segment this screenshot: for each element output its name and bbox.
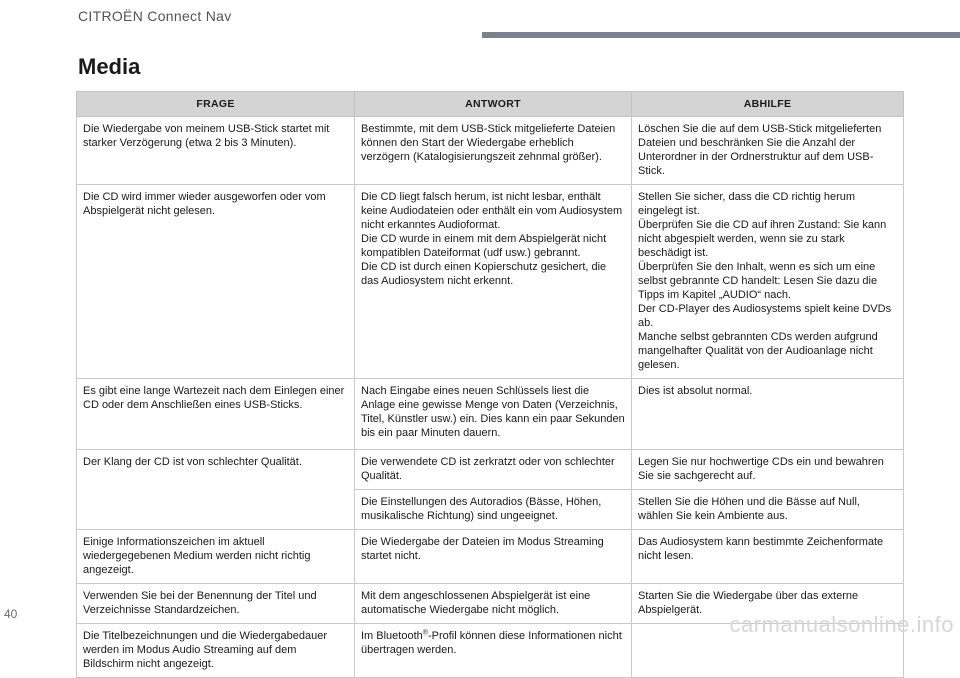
question-cell: Verwenden Sie bei der Benennung der Titel und Verzeichnisse Standardzeichen. (77, 584, 355, 624)
remedy-cell: Das Audiosystem kann bestimmte Zeichenformate nicht lesen. (632, 530, 904, 584)
remedy-cell: Legen Sie nur hochwertige CDs ein und bewahren Sie sie sachgerecht auf. (632, 450, 904, 490)
answer-cell: Die Wiedergabe der Dateien im Modus Streaming startet nicht. (355, 530, 632, 584)
column-header-remedy: ABHILFE (632, 92, 904, 117)
answer-text: Im Bluetooth (361, 630, 423, 642)
answer-cell: Bestimmte, mit dem USB-Stick mitgelieferte Dateien können den Start der Wiedergabe erheblich verzögern (Katalogisierungszeit zehnmal größer). (355, 117, 632, 185)
registered-mark: ® (422, 629, 428, 637)
table-row (77, 450, 904, 490)
table-row (77, 117, 904, 185)
watermark: carmanualsonline.info (729, 612, 954, 637)
answer-cell: Nach Eingabe eines neuen Schlüssels liest die Anlage eine gewisse Menge von Daten (Verzeichnis, Titel, Künstler usw.) ein. Dies kann ein paar Sekunden bis ein paar Minuten dauern. (355, 379, 632, 450)
column-header-question: FRAGE (77, 92, 355, 117)
troubleshooting-table (76, 91, 904, 678)
question-cell: Einige Informationszeichen im aktuell wiedergegebenen Medium werden nicht richtig angezeigt. (77, 530, 355, 584)
header-rule (482, 32, 960, 38)
answer-cell: Die CD liegt falsch herum, ist nicht lesbar, enthält keine Audiodateien oder enthält ein vom Audiosystem nicht erkanntes Audioformat. Die CD wurde in einem mit dem Abspielgerät nicht kompatiblen Dateiformat (udf usw.) gebrannt. Die CD ist durch einen Kopierschutz gesichert, die das Audiosystem nicht erkennt. (355, 185, 632, 379)
remedy-cell: Dies ist absolut normal. (632, 379, 904, 450)
remedy-cell: Stellen Sie sicher, dass die CD richtig herum eingelegt ist. Überprüfen Sie die CD auf ihren Zustand: Sie kann nicht abgespielt werden, wenn sie zu stark beschädigt ist. Überprüfen Sie den Inhalt, wenn es sich um eine selbst gebrannte CD handelt: Lesen Sie dazu die Tipps im Kapitel „AUDIO“ nach. Der CD-Player des Audiosystems spielt keine DVDs ab. Manche selbst gebrannten CDs werden aufgrund mangelhafter Qualität von der Audioanlage nicht gelesen. (632, 185, 904, 379)
document-header-title: CITROËN Connect Nav (78, 8, 232, 24)
table-row (77, 379, 904, 450)
question-cell: Die Wiedergabe von meinem USB-Stick startet mit starker Verzögerung (etwa 2 bis 3 Minuten). (77, 117, 355, 185)
table-header-row (77, 92, 904, 117)
answer-cell (355, 624, 632, 678)
remedy-cell: Stellen Sie die Höhen und die Bässe auf Null, wählen Sie kein Ambiente aus. (632, 490, 904, 530)
answer-cell: Die Einstellungen des Autoradios (Bässe, Höhen, musikalische Richtung) sind ungeeignet. (355, 490, 632, 530)
question-cell: Es gibt eine lange Wartezeit nach dem Einlegen einer CD oder dem Anschließen eines USB-Sticks. (77, 379, 355, 450)
section-title: Media (78, 54, 141, 79)
page-number: 40 (4, 607, 18, 621)
table-row (77, 530, 904, 584)
question-cell: Die CD wird immer wieder ausgeworfen oder vom Abspielgerät nicht gelesen. (77, 185, 355, 379)
answer-text-continued: -Profil können diese Informationen nicht übertragen werden. (361, 630, 622, 656)
answer-cell: Mit dem angeschlossenen Abspielgerät ist eine automatische Wiedergabe nicht möglich. (355, 584, 632, 624)
remedy-cell: Starten Sie die Wiedergabe über das externe Abspielgerät. (632, 584, 904, 624)
answer-cell: Die verwendete CD ist zerkratzt oder von schlechter Qualität. (355, 450, 632, 490)
remedy-cell: Löschen Sie die auf dem USB-Stick mitgelieferten Dateien und beschränken Sie die Anzahl der Unterordner in der Ordnerstruktur auf dem USB-Stick. (632, 117, 904, 185)
question-cell: Der Klang der CD ist von schlechter Qualität. (77, 450, 355, 530)
question-cell: Die Titelbezeichnungen und die Wiedergabedauer werden im Modus Audio Streaming auf dem Bildschirm nicht angezeigt. (77, 624, 355, 678)
column-header-answer: ANTWORT (355, 92, 632, 117)
table-row (77, 185, 904, 379)
